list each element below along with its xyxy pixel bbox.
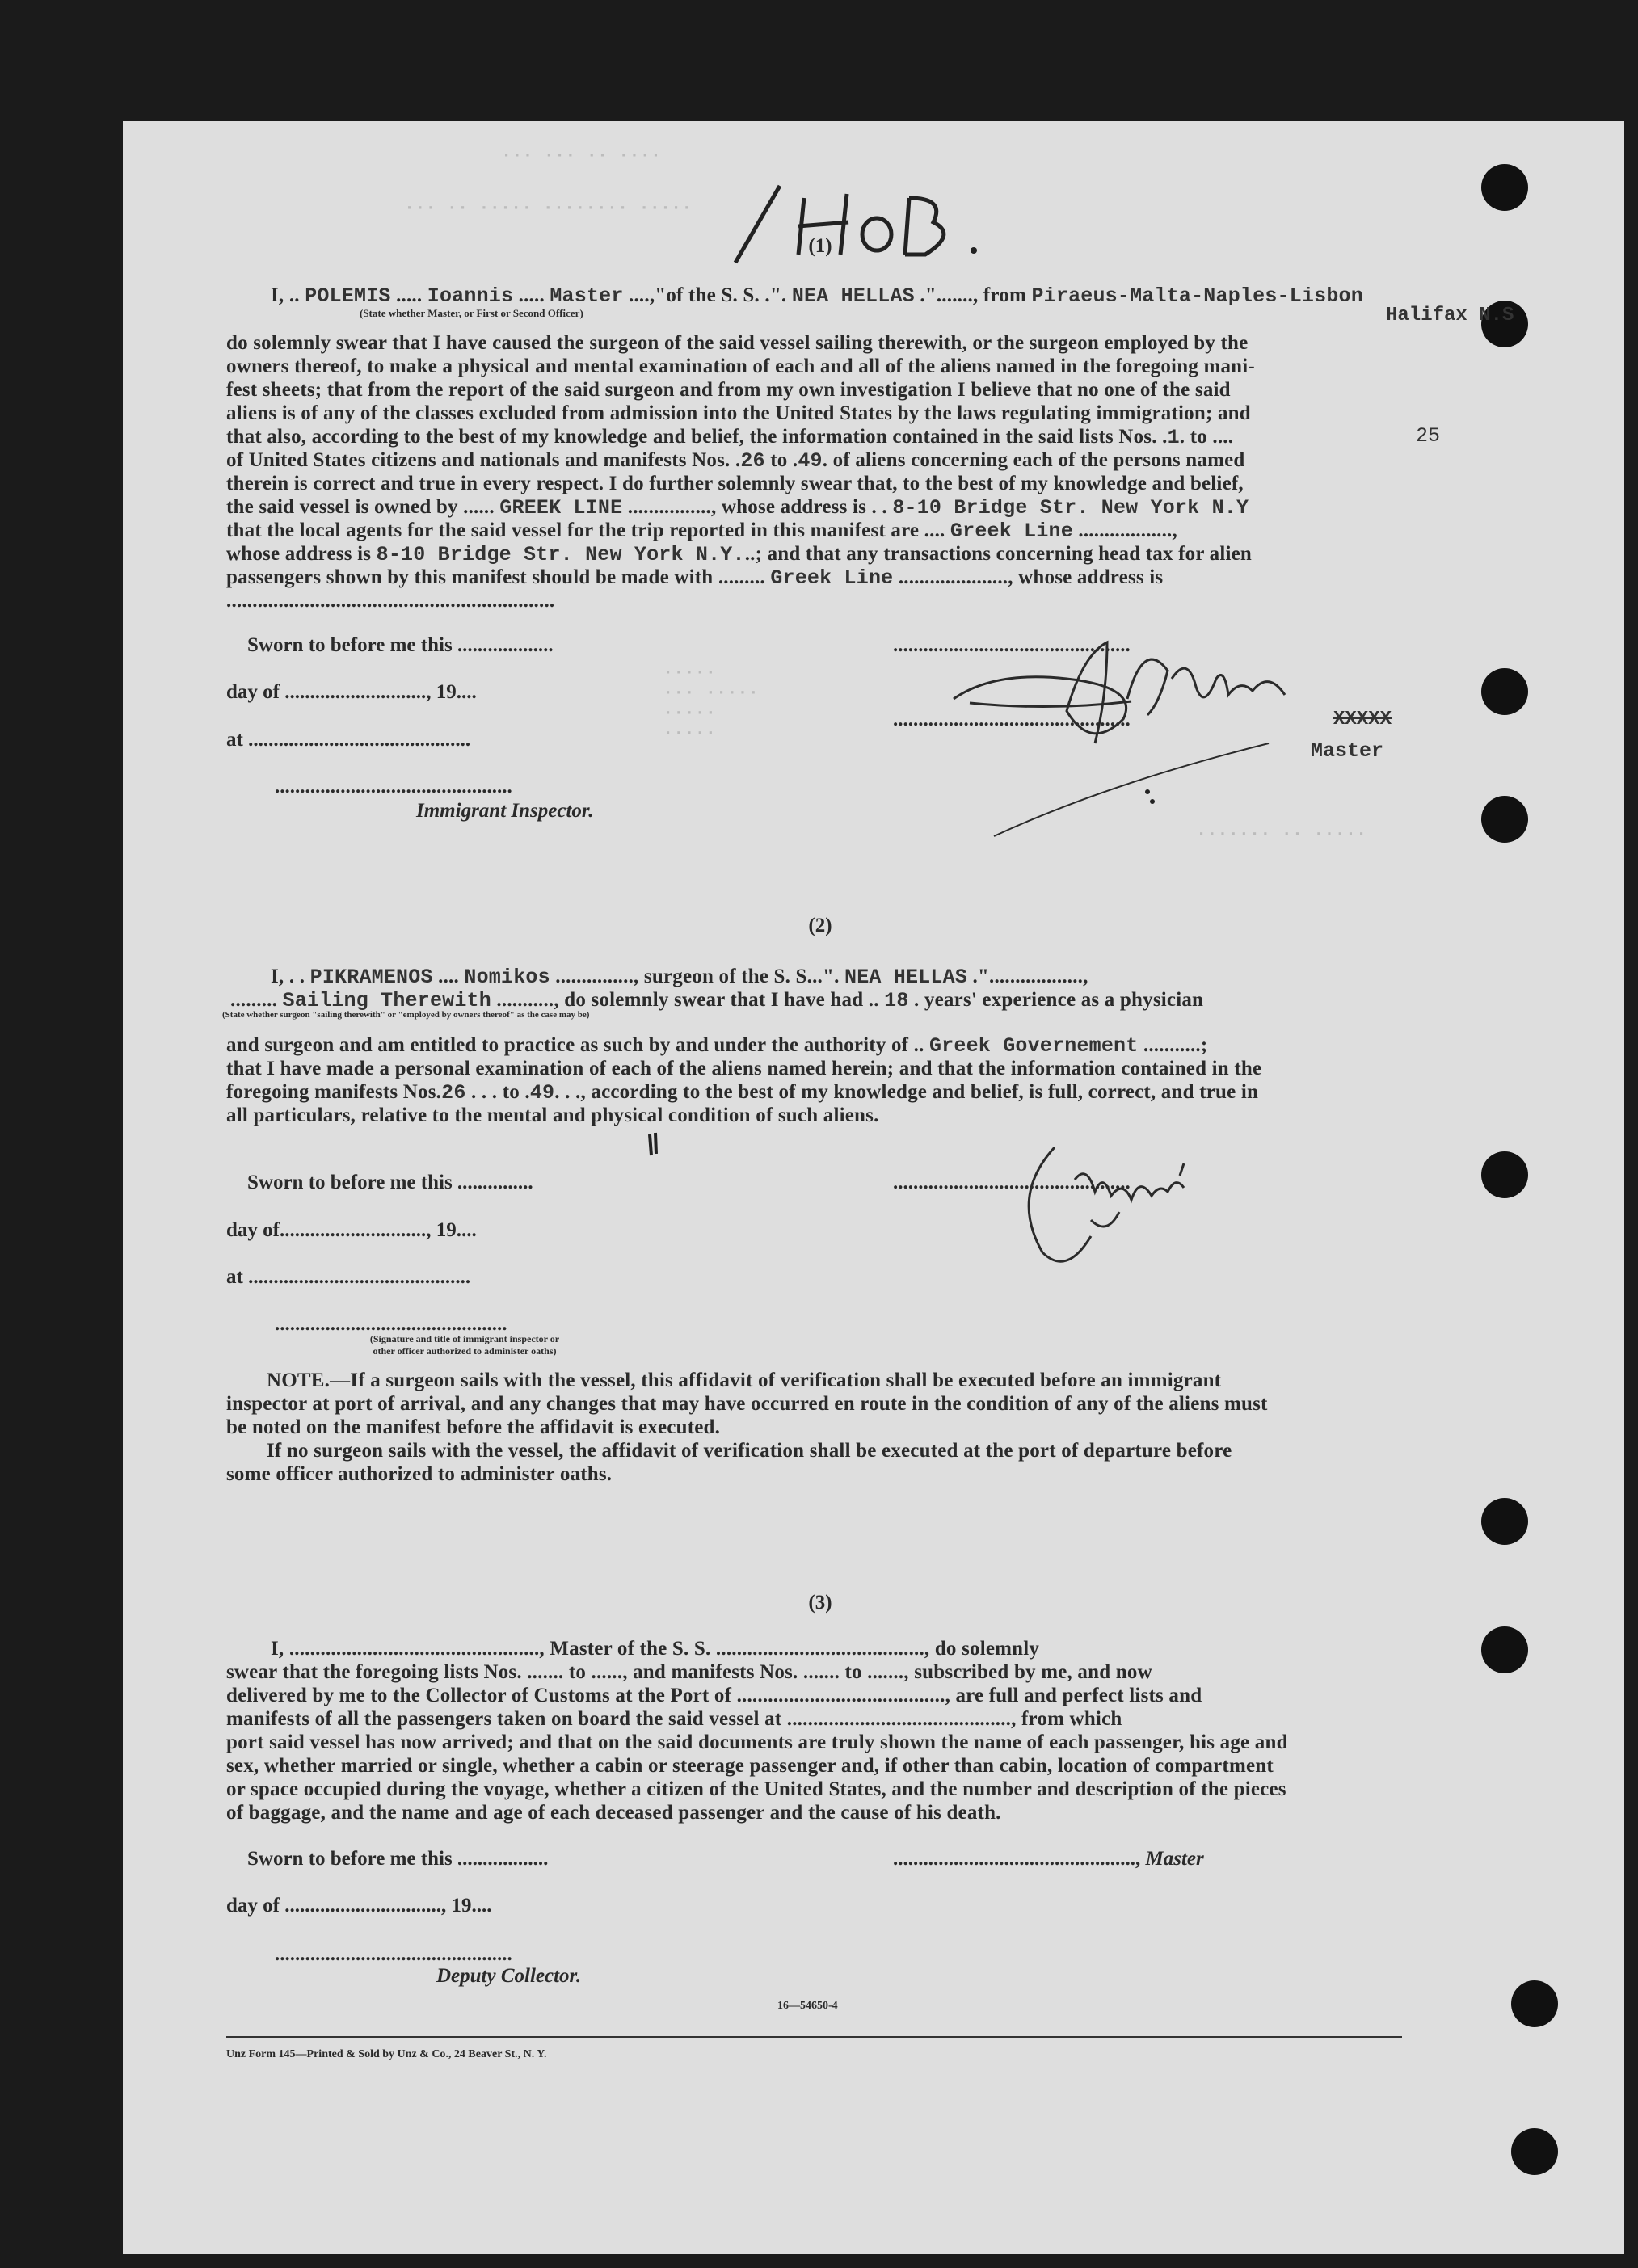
master-rank: Master (550, 284, 624, 308)
voyage-route-continued: Halifax N.S (1386, 305, 1514, 326)
agents-line: that the local agents for the said vessel for the trip reported in this manifest are .... Greek Line .................., (226, 520, 1177, 543)
sailing-caption: (State whether surgeon "sailing therewith" or "employed by owners thereof" as the case may be) (222, 1010, 590, 1020)
master-signature-line-3: ................................................, Master (893, 1848, 1204, 1870)
section-3-number: (3) (808, 1592, 832, 1614)
master-signature-line-top: ............................................... (893, 634, 1131, 656)
note-text: inspector at port of arrival, and any changes that may have occurred en route in the condition of any of the aliens must (226, 1393, 1268, 1415)
lists-to: 25 (1416, 424, 1441, 448)
footer-rule (226, 2036, 1402, 2038)
form-number: 16—54650-4 (777, 2000, 838, 2012)
deputy-signature-line: ............................................... (275, 1943, 512, 1965)
surgeon-given-name: Nomikos (464, 966, 550, 989)
punch-hole (1511, 1980, 1558, 2027)
punch-hole (1511, 2128, 1558, 2175)
collector-text: or space occupied during the voyage, whether a citizen of the United States, and the number and description of the pieces (226, 1778, 1286, 1800)
bleed-through: ··· ·· ····· ········ ····· (404, 198, 693, 218)
bleed-through: ····· ··· ····· ····· ····· (663, 663, 759, 743)
oath-text: aliens is of any of the classes excluded from admission into the United States by the laws regulating immigration; and (226, 402, 1251, 424)
oath-text: fest sheets; that from the report of the said surgeon and from my own investigation I believe that no one of the said (226, 379, 1231, 401)
day-line: day of ..............................., 19.... (226, 1895, 492, 1917)
blank-address: ............................................................... (226, 590, 555, 612)
agents-address: 8-10 Bridge Str. New York N.Y. (376, 543, 745, 566)
master-signature (945, 622, 1333, 840)
oath-text: therein is correct and true in every respect. I do further solemnly swear that, to the best of my knowledge and belief, (226, 473, 1244, 494)
rank-caption: (State whether Master, or First or Second Officer) (360, 307, 583, 319)
owner-line: the said vessel is owned by ...... GREEK LINE ................, whose address is . . 8-10 Bridge Str. New York N.Y (226, 496, 1249, 520)
deputy-caption: Deputy Collector. (436, 1965, 582, 1987)
inspector-caption: Immigrant Inspector. (416, 800, 594, 822)
surgeon-text: all particulars, relative to the mental and physical condition of such aliens. (226, 1105, 879, 1126)
master-surname: POLEMIS (305, 284, 391, 308)
punch-hole (1481, 164, 1528, 211)
sworn-line: Sworn to before me this ............... (247, 1172, 533, 1193)
collector-text: I, ................................................, Master of the S. S. ........................................, do solemnly (271, 1638, 1040, 1660)
surgeon-signature (1018, 1131, 1228, 1285)
collector-text: port said vessel has now arrived; and that on the said documents are truly shown the name of each passenger, his age and (226, 1732, 1288, 1753)
collector-text: swear that the foregoing lists Nos. ....... to ......, and manifests Nos. ....... to ......., subscribed by me, and now (226, 1661, 1152, 1683)
head-tax-party: Greek Line (770, 566, 894, 590)
sworn-line: Sworn to before me this .................. (247, 1848, 549, 1870)
master-label: Master (1145, 1848, 1204, 1870)
handwritten-mark (703, 178, 1042, 267)
punch-hole (1481, 1626, 1528, 1673)
note-text: NOTE.—If a surgeon sails with the vessel, this affidavit of verification shall be executed before an immigrant (267, 1370, 1222, 1391)
note-text: If no surgeon sails with the vessel, the affidavit of verification shall be executed at the port of departure before (267, 1440, 1232, 1462)
at-line: at ............................................ (226, 729, 471, 751)
printer-imprint: Unz Form 145—Printed & Sold by Unz & Co., 24 Beaver St., N. Y. (226, 2048, 547, 2060)
agents-address-line: whose address is 8-10 Bridge Str. New York N.Y...; and that any transactions concerning head tax for alien (226, 543, 1253, 566)
sworn-line: Sworn to before me this ................... (247, 634, 554, 656)
practice-authority: Greek Governement (928, 1034, 1139, 1058)
day-line: day of ............................, 19.... (226, 681, 477, 703)
head-tax-line: passengers shown by this manifest should be made with ......... Greek Line ....................., whose address is (226, 566, 1164, 590)
surgeon-signature-line: ............................................... (893, 1172, 1131, 1193)
surgeon-vessel-name: NEA HELLAS (844, 966, 968, 989)
surgeon-experience-line: ......... Sailing Therewith ..........., do solemnly swear that I have had .. 18 . years' experience as a physician (230, 989, 1204, 1012)
at-line: at ............................................ (226, 1266, 471, 1288)
oath-text-lists: that also, according to the best of my knowledge and belief, the information contained in the said lists Nos. .1. to .... (226, 426, 1234, 449)
punch-hole (1481, 1151, 1528, 1198)
struck-title: XXXXX (1333, 709, 1392, 730)
officer-signature-line: .............................................. (275, 1313, 507, 1335)
oath-text: owners thereof, to make a physical and mental examination of each and all of the aliens named in the foregoing mani- (226, 356, 1255, 377)
lists-from: 1 (1167, 426, 1180, 449)
collector-text: sex, whether married or single, whether a cabin or steerage passenger and, if other than cabin, location of compartment (226, 1755, 1274, 1777)
note-text: be noted on the manifest before the affidavit is executed. (226, 1416, 721, 1438)
years-experience: 18 (884, 989, 909, 1012)
authority-line: and surgeon and am entitled to practice as such by and under the authority of .. Greek Governement ...........; (226, 1034, 1208, 1058)
bleed-through: ······· ·· ····· (1196, 824, 1367, 844)
master-given-name: Ioannis (427, 284, 514, 308)
collector-text: manifests of all the passengers taken on board the said vessel at ..........................................., from which (226, 1708, 1122, 1730)
collector-text: of baggage, and the name and age of each deceased passenger and the cause of his death. (226, 1802, 1001, 1824)
owner-address: 8-10 Bridge Str. New York N.Y (892, 496, 1249, 520)
master-oath-line: I, .. POLEMIS ..... Ioannis ..... Master ....,"of the S. S. .". NEA HELLAS ."......., from Piraeus-Malta-Naples-Lisbon (271, 284, 1363, 308)
surgeon-nos-to: 49 (529, 1081, 555, 1105)
surgeon-oath-line: I, . . PIKRAMENOS .... Nomikos ..............., surgeon of the S. S...". NEA HELLAS .".................., (271, 966, 1088, 989)
note-text: some officer authorized to administer oaths. (226, 1463, 613, 1485)
section-2-number: (2) (808, 915, 832, 936)
master-signature-line: ............................................... (893, 709, 1131, 730)
punch-hole (1481, 668, 1528, 715)
local-agents: Greek Line (950, 520, 1073, 543)
master-title: Master (1311, 739, 1384, 763)
punch-hole (1481, 1498, 1528, 1545)
surgeon-text: that I have made a personal examination of each of the aliens named herein; and that the information contained in the (226, 1058, 1262, 1079)
sailing-status: Sailing Therewith (282, 989, 491, 1012)
punch-hole (1481, 796, 1528, 843)
vessel-owner: GREEK LINE (499, 496, 623, 520)
pen-tick (645, 1131, 661, 1163)
collector-text: delivered by me to the Collector of Customs at the Port of ........................................, are full and perfect lists and (226, 1685, 1202, 1706)
inspector-signature-line: ............................................... (275, 776, 512, 797)
surgeon-manifests-line: foregoing manifests Nos.26 . . . to .49. . ., according to the best of my knowledge and belief, is full, correct, and true in (226, 1081, 1259, 1105)
section-1-number: (1) (808, 235, 832, 257)
voyage-route: Piraeus-Malta-Naples-Lisbon (1031, 284, 1363, 308)
surgeon-nos-from: 26 (441, 1081, 466, 1105)
officer-caption: (Signature and title of immigrant inspector or other officer authorized to administer oaths) (369, 1333, 560, 1357)
oath-text: do solemnly swear that I have caused the surgeon of the said vessel sailing therewith, or the surgeon employed by the (226, 332, 1249, 354)
surgeon-surname: PIKRAMENOS (309, 966, 433, 989)
day-line: day of............................., 19.... (226, 1219, 477, 1241)
manifest-to: 49 (798, 449, 823, 473)
manifest-from: 26 (740, 449, 765, 473)
oath-text-manifests: of United States citizens and nationals and manifests Nos. .26 to .49. of aliens concerning each of the persons named (226, 449, 1245, 473)
bleed-through: ··· ··· ·· ···· (501, 145, 662, 166)
vessel-name: NEA HELLAS (791, 284, 915, 308)
